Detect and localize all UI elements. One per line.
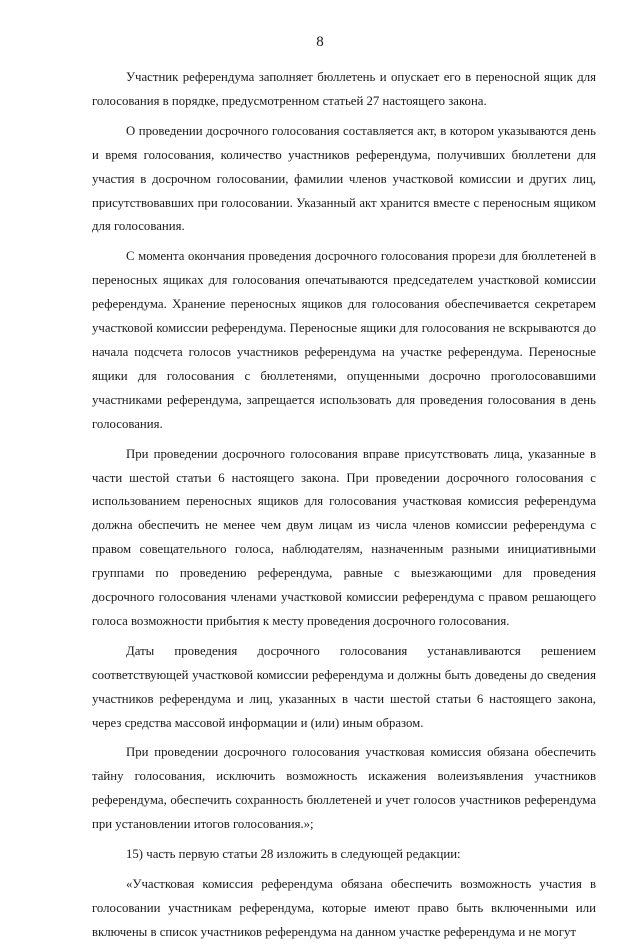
paragraph-early-voting-act: О проведении досрочного голосования составляется акт, в котором указываются день и время голосования, количество участников референдума, получивших бюллетени для участия в досрочном голосовании, фамилии членов участковой комиссии и других лиц, присутствовавших при голосовании. Указанный акт хранится вместе с переносным ящиком для голосования. [92, 123, 596, 234]
document-body [92, 66, 596, 951]
paragraph-voter-fills-ballot: Участник референдума заполняет бюллетень и опускает его в переносной ящик для голосования в порядке, предусмотренном статьей 27 настоящего закона. [92, 70, 596, 108]
paragraph-amendment-item-15: 15) часть первую статьи 28 изложить в следующей редакции: [126, 847, 461, 862]
paragraph-secrecy-of-vote: При проведении досрочного голосования участковая комиссия обязана обеспечить тайну голосования, исключить возможность искажения волеизъявления участников референдума, обеспечить сохранность бюллетеней и учет голосов участников референдума при установлении итогов голосования.»; [92, 745, 596, 832]
paragraph-early-voting-dates: Даты проведения досрочного голосования устанавливаются решением соответствующей участковой комиссии референдума и должны быть доведены до сведения участников референдума и лиц, указанных в части шестой статьи 6 настоящего закона, через средства массовой информации и (или) иным образом. [92, 643, 596, 730]
paragraph-observers-presence: При проведении досрочного голосования вправе присутствовать лица, указанные в части шестой статьи 6 настоящего закона. При проведении досрочного голосования с использованием переносных ящиков для голосования участковая комиссия референдума должна обеспечить не менее чем двум лицам из числа членов комиссии референдума с правом совещательного голоса, наблюдателям, назначенным разными инициативными группами по проведению референдума, равные с выезжающими для проведения досрочного голосования членами участковой комиссии референдума с правом решающего голоса возможности прибытия к месту проведения досрочного голосования. [92, 446, 596, 628]
page-number: 8 [316, 34, 324, 50]
paragraph-article-28-text: «Участковая комиссия референдума обязана обеспечить возможность участия в голосовании участникам референдума, которые имеют право быть включенными или включены в список участников референдума на данном участке референдума и не могут [92, 877, 596, 939]
paragraph-ballot-box-sealing: С момента окончания проведения досрочного голосования прорези для бюллетеней в переносных ящиках для голосования опечатываются председателем участковой комиссии референдума. Хранение переносных ящиков для голосования обеспечивается секретарем участковой комиссии референдума. Переносные ящики для голосования не вскрываются до начала подсчета голосов участников референдума на участке референдума. Переносные ящики для голосования с бюллетенями, опущенными досрочно проголосовавшими участниками референдума, запрещается использовать для проведения голосования в день голосования. [92, 249, 596, 431]
